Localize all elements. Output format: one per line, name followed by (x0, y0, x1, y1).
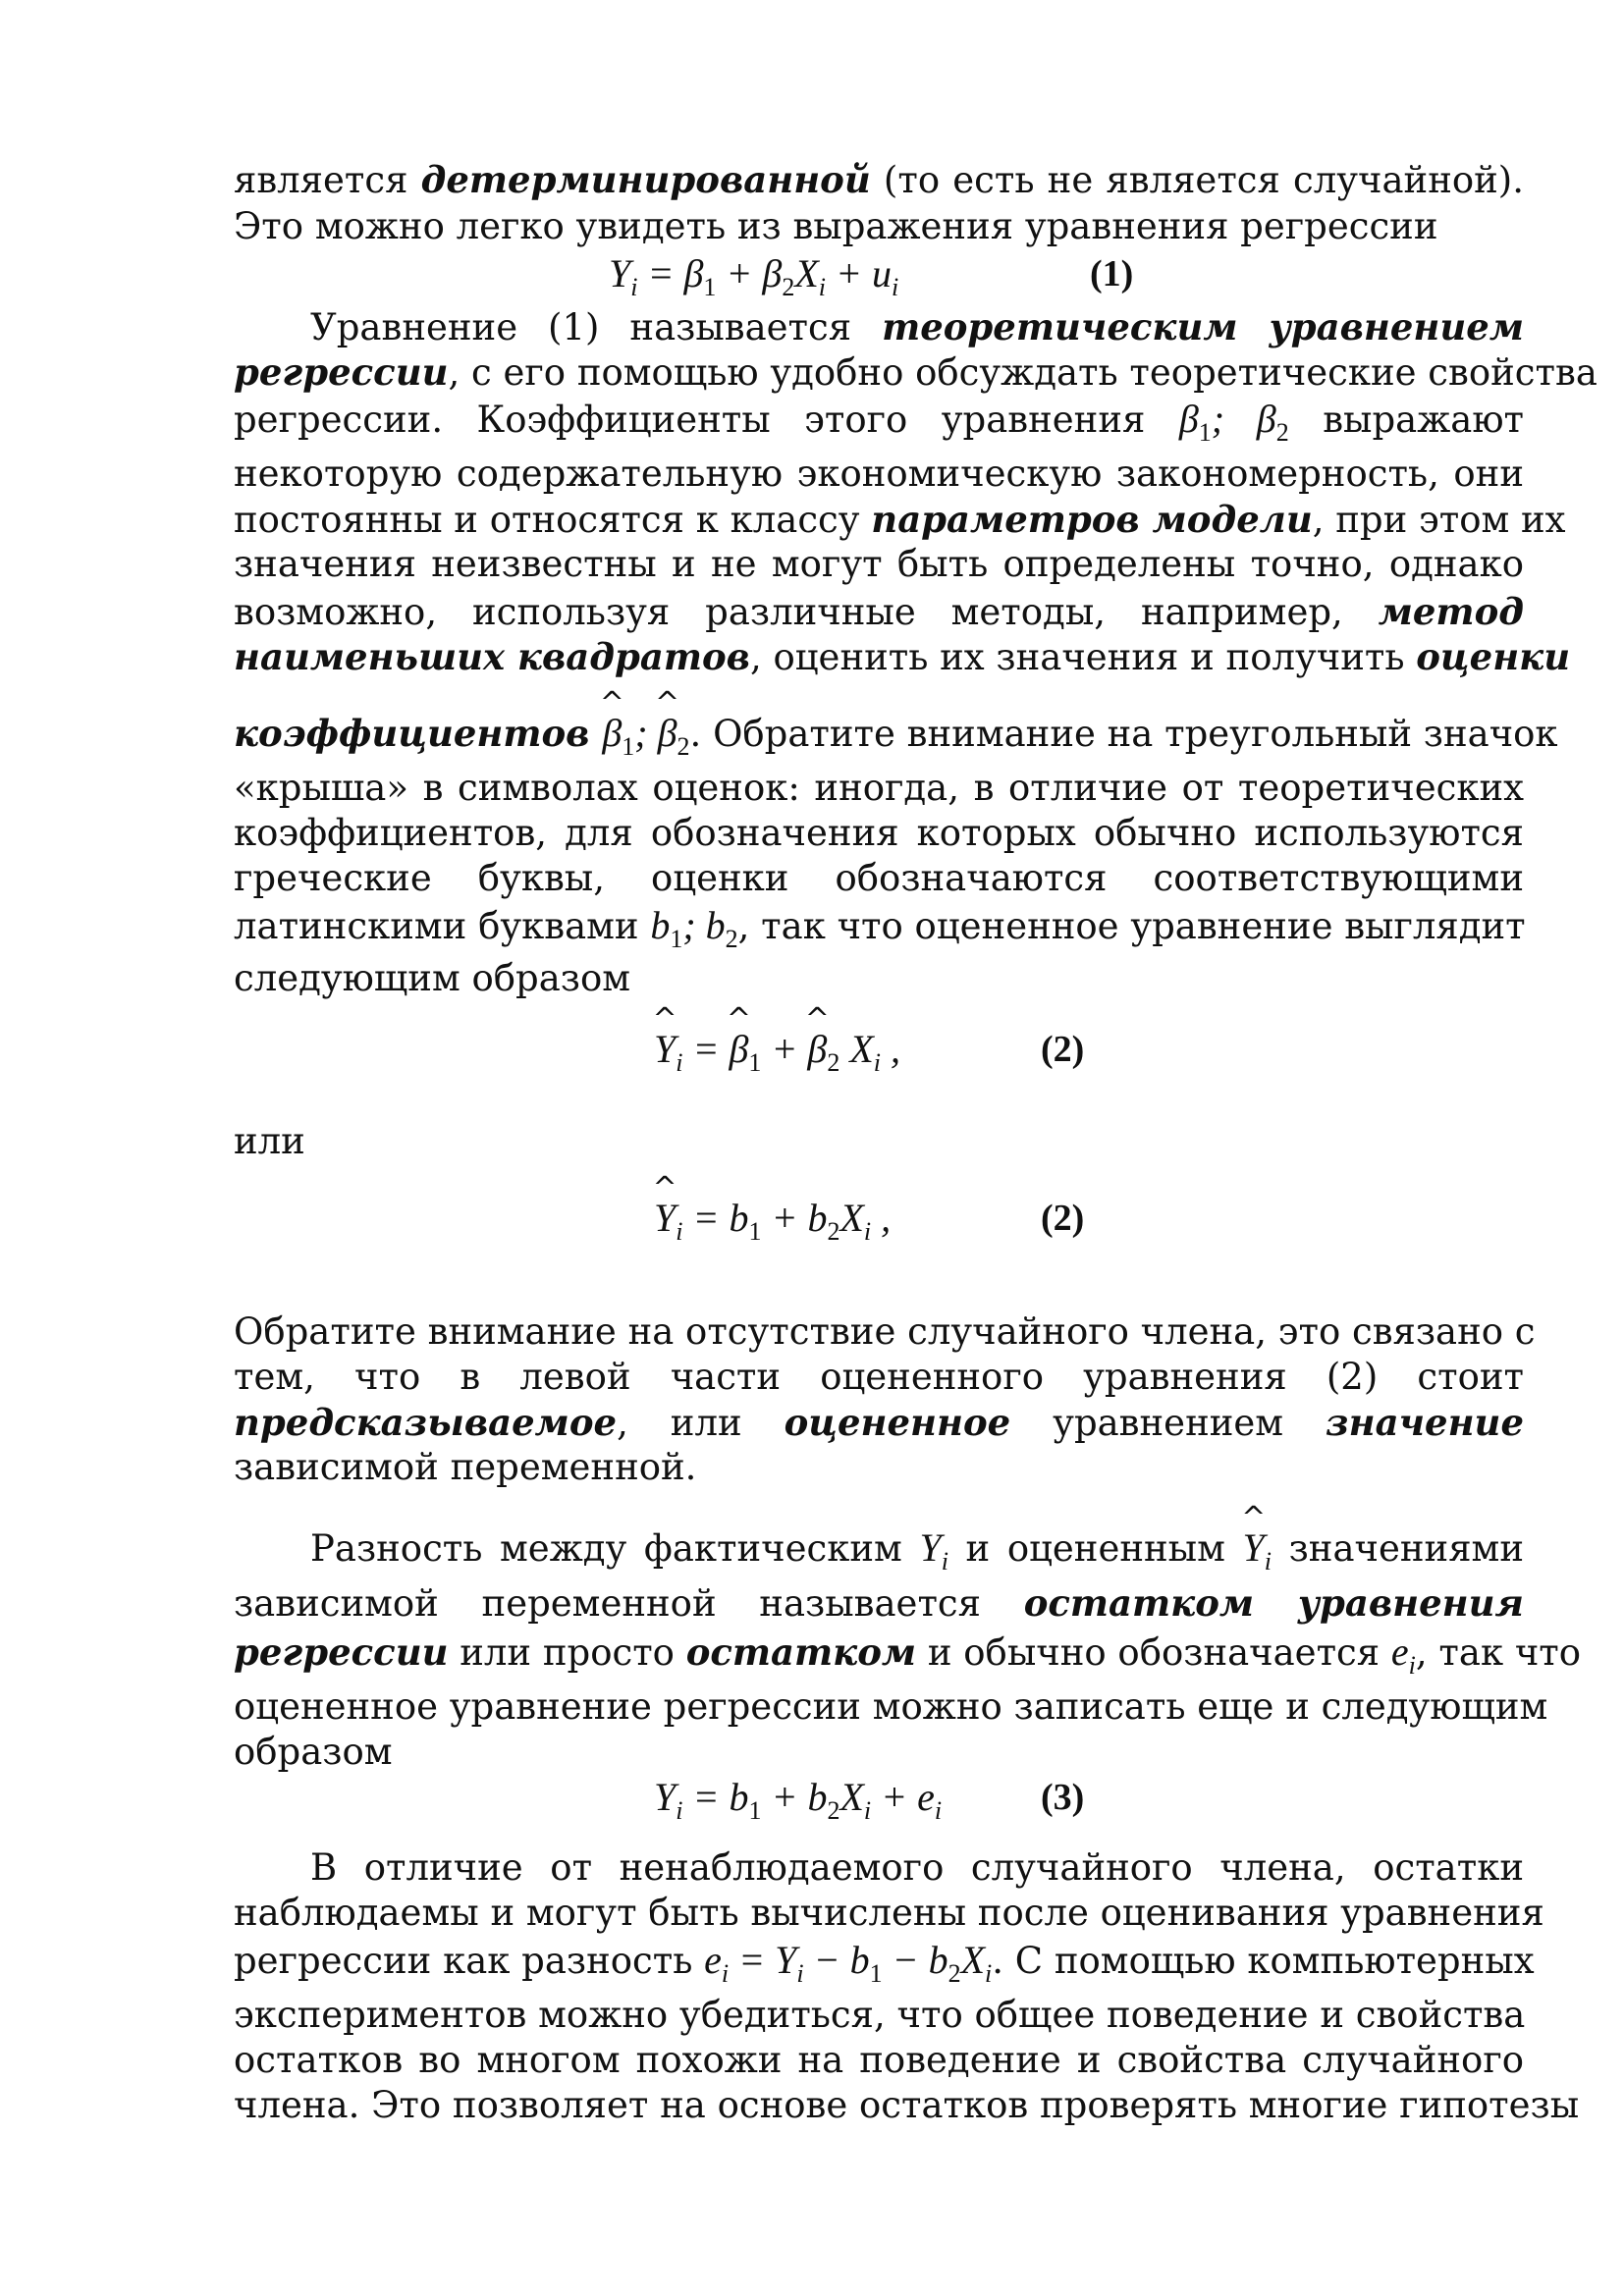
emphasis-term: предсказываемое (234, 1401, 618, 1444)
emphasis-term: наименьших квадратов (234, 635, 750, 678)
text-run: регрессии. Коэффициенты этого уравнения (234, 399, 1179, 441)
text-line (234, 1629, 1582, 1688)
inline-math-residual: $e_i = Y_i - b_1 - b_2X_i$ (704, 1938, 993, 1988)
text-line: Обратите внимание на отсутствие случайного члена, это связано с (234, 1310, 1536, 1353)
text-line: члена. Это позволяет на основе остатков проверять многие гипотезы (234, 2084, 1580, 2126)
text-line (234, 1580, 1524, 1627)
text-run: (то есть не является случайной). (870, 159, 1524, 201)
text-run: латинскими буквами (234, 905, 651, 947)
equation-3 (0, 1773, 1624, 1825)
emphasis-term: регрессии (234, 1630, 449, 1674)
text-run: , так что оцененное уравнение выглядит (737, 905, 1526, 947)
text-line: значения неизвестны и не могут быть определены точно, однако (234, 543, 1524, 585)
text-run: является (234, 159, 421, 201)
text-line: тем, что в левой части оцененного уравнения (2) стоит (234, 1356, 1524, 1398)
equation-expression: ^ $Y_i = b_1 + b_2X_i$ , (654, 1194, 891, 1256)
equation-expression: $Y_i = \beta_1 + \beta_2X_i + u_i$ (609, 251, 899, 301)
text-run: , так что (1415, 1631, 1582, 1674)
emphasis-term: детерминированной (420, 158, 871, 201)
text-line (234, 1938, 1535, 1997)
equation-expression: ^ $Y_i$ = ^ $\beta_1$ + ^ $\beta_2$ $X_i$ , (654, 1025, 900, 1088)
text-line: следующим образом (234, 957, 631, 999)
text-line (234, 349, 1597, 396)
equation-number: (1) (1090, 253, 1134, 294)
text-run: выражают (1288, 399, 1524, 441)
text-run: . Обратите внимание на треугольный значок (689, 713, 1558, 755)
text-line: некоторую содержательную экономическую закономерность, они (234, 453, 1524, 495)
text-run: , с его помощью удобно обсуждать теоретические свойства (448, 351, 1597, 394)
text-line (234, 634, 1571, 680)
equation-1 (0, 249, 1624, 301)
emphasis-term: коэффициентов (234, 712, 603, 755)
text-run: Разность между фактическим (310, 1527, 920, 1570)
text-line: коэффициентов, для обозначения которых обычно используются (234, 812, 1524, 854)
emphasis-term: метод (1378, 590, 1524, 633)
text-line: остатков во многом похожи на поведение и свойства случайного (234, 2039, 1524, 2081)
inline-math-Y-hat: ^ $Y_i$ (1243, 1525, 1272, 1570)
text-line (310, 1525, 1524, 1584)
equation-2-b (0, 1194, 1624, 1246)
emphasis-term: параметров модели (871, 498, 1313, 541)
text-line (234, 1400, 1524, 1446)
text-line: образом (234, 1731, 393, 1773)
text-line: «крыша» в символах оценок: иногда, в отличие от теоретических (234, 767, 1524, 809)
text-line: зависимой переменной. (234, 1446, 697, 1488)
text-line: наблюдаемы и могут быть вычислены после оценивания уравнения (234, 1892, 1544, 1934)
equation-number: (2) (1041, 1029, 1085, 1070)
text-run: . С помощью компьютерных (992, 1940, 1535, 1982)
equation-2-hat-beta (0, 1025, 1624, 1077)
text-line: оцененное уравнение регрессии можно записать еще и следующим (234, 1685, 1548, 1728)
text-run: регрессии как разность (234, 1940, 705, 1982)
text-run: Уравнение (1) называется (310, 306, 883, 348)
text-run: и оцененным (947, 1527, 1243, 1570)
text-run: и обычно обозначается (916, 1631, 1391, 1674)
inline-math-Y: $Y_i$ (919, 1525, 948, 1575)
text-line (234, 903, 1524, 962)
text-run: значениями (1272, 1527, 1524, 1570)
inline-math-e: $e_i$ (1390, 1629, 1416, 1680)
text-line (234, 589, 1524, 635)
equation-number: (3) (1041, 1777, 1085, 1818)
inline-math-beta: $\beta_1$; $\beta_2$ (1178, 397, 1289, 447)
text-line: экспериментов можно убедиться, что общее поведение и свойства (234, 1994, 1526, 2036)
emphasis-term: остатком уравнения (1023, 1581, 1524, 1625)
text-run: постоянны и относятся к классу (234, 499, 872, 541)
inline-math-beta-hat: ^ $\beta_1$; ^ $\beta_2$ (602, 711, 689, 755)
text-line (234, 397, 1524, 455)
text-line (234, 157, 1524, 203)
emphasis-term: оценки (1416, 635, 1571, 678)
text-line (310, 304, 1524, 350)
emphasis-term: оцененное (784, 1401, 1011, 1444)
equation-number: (2) (1041, 1198, 1085, 1239)
inline-math-b: $b_1$; $b_2$ (650, 903, 738, 953)
text-line (234, 497, 1566, 543)
text-run: , при этом их (1312, 499, 1566, 541)
text-run: или просто (448, 1631, 686, 1674)
text-run: зависимой переменной называется (234, 1582, 1024, 1625)
emphasis-term: теоретическим уравнением (882, 305, 1524, 348)
text-run: уравнением (1010, 1402, 1326, 1444)
text-run: , или (617, 1402, 785, 1444)
text-line: или (234, 1120, 305, 1162)
emphasis-term: регрессии (234, 350, 449, 394)
text-line: греческие буквы, оценки обозначаются соответствующими (234, 857, 1524, 899)
equation-expression: $Y_i = b_1 + b_2X_i + e_i$ (654, 1775, 943, 1825)
text-run: возможно, используя различные методы, например, (234, 591, 1379, 633)
text-line: Это можно легко увидеть из выражения уравнения регрессии (234, 205, 1438, 247)
text-line (234, 711, 1558, 770)
text-run: , оценить их значения и получить (749, 636, 1417, 678)
emphasis-term: остатком (685, 1630, 917, 1674)
emphasis-term: значение (1326, 1401, 1524, 1444)
text-line: В отличие от ненаблюдаемого случайного члена, остатки (310, 1846, 1524, 1889)
